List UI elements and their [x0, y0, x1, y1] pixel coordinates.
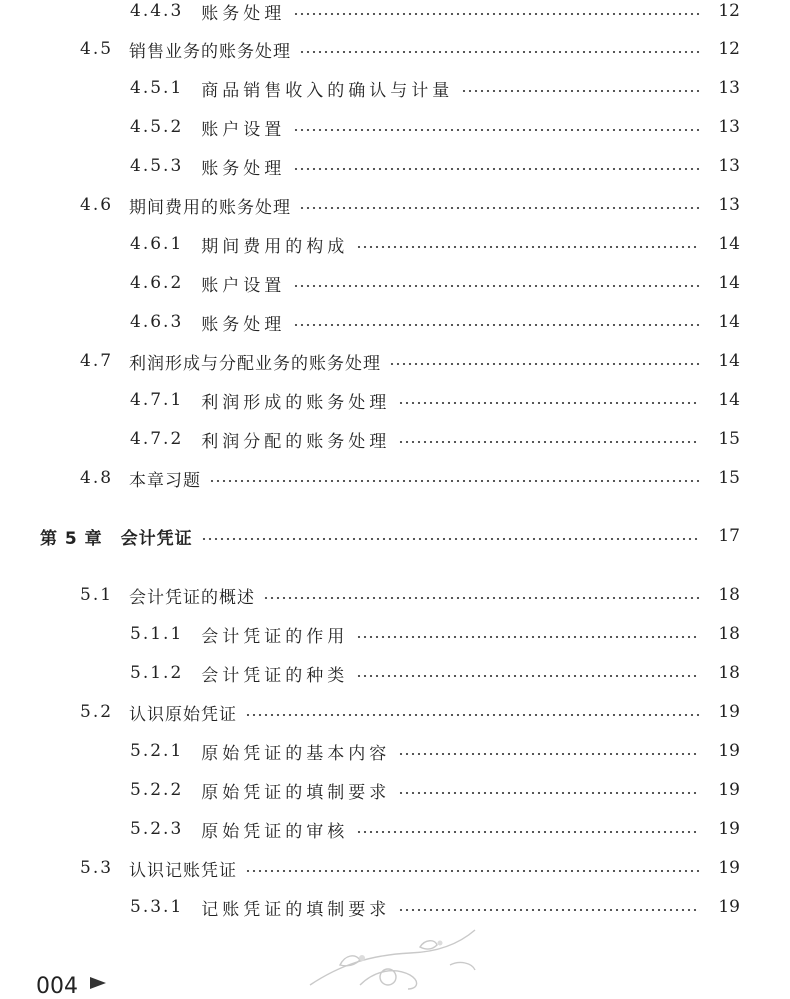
toc-entry[interactable]	[130, 307, 740, 337]
entry-number: 5.2.1	[130, 741, 184, 761]
entry-title: 账务处理	[201, 3, 286, 24]
entry-number: 4.6.2	[130, 273, 184, 293]
toc-entry[interactable]	[80, 463, 740, 493]
entry-page: 14	[718, 273, 740, 293]
entry-number: 4.6.1	[130, 234, 184, 254]
toc-entry[interactable]	[130, 775, 740, 805]
entry-page: 13	[718, 156, 740, 176]
entry-page: 13	[718, 195, 740, 215]
dot-leader	[398, 441, 700, 443]
entry-page: 14	[718, 390, 740, 410]
entry-page: 12	[718, 39, 740, 59]
entry-title: 利润形成的账务处理	[201, 392, 391, 413]
entry-number: 5.1.1	[130, 624, 184, 644]
dot-leader	[398, 909, 700, 911]
toc-entry[interactable]	[130, 814, 740, 844]
dot-leader	[398, 753, 700, 755]
entry-number: 4.6	[80, 195, 114, 215]
entry-title: 原始凭证的填制要求	[201, 782, 391, 803]
dot-leader	[356, 636, 700, 638]
toc-entry[interactable]	[130, 0, 740, 26]
entry-title: 认识记账凭证	[129, 860, 238, 881]
dot-leader	[461, 90, 700, 92]
dot-leader	[299, 207, 700, 209]
entry-page: 18	[718, 663, 740, 683]
entry-number: 5.2.2	[130, 780, 184, 800]
dot-leader	[398, 402, 700, 404]
dot-leader	[293, 129, 700, 131]
entry-title: 原始凭证的基本内容	[201, 743, 391, 764]
entry-number: 5.3.1	[130, 897, 184, 917]
entry-title: 利润形成与分配业务的账务处理	[129, 353, 382, 374]
entry-number: 4.5.2	[130, 117, 184, 137]
entry-title: 利润分配的账务处理	[201, 431, 391, 452]
dot-leader	[389, 363, 700, 365]
entry-page: 14	[718, 351, 740, 371]
entry-page: 14	[718, 234, 740, 254]
entry-title: 账务处理	[201, 314, 286, 335]
entry-page: 14	[718, 312, 740, 332]
dot-leader	[263, 597, 700, 599]
entry-title: 商品销售收入的确认与计量	[201, 80, 454, 101]
dot-leader	[293, 324, 700, 326]
dot-leader	[209, 480, 700, 482]
entry-page: 15	[718, 429, 740, 449]
entry-page: 13	[718, 78, 740, 98]
entry-number: 4.7.1	[130, 390, 184, 410]
toc-entry[interactable]	[130, 151, 740, 181]
toc-entry[interactable]	[130, 73, 740, 103]
toc-entry[interactable]	[130, 424, 740, 454]
entry-page: 17	[718, 526, 740, 546]
entry-number: 4.5.3	[130, 156, 184, 176]
entry-page: 13	[718, 117, 740, 137]
dot-leader	[293, 168, 700, 170]
entry-number: 4.4.3	[130, 1, 184, 21]
entry-page: 19	[718, 780, 740, 800]
dot-leader	[356, 831, 700, 833]
triangle-right-icon	[88, 976, 108, 990]
entry-number: 5.1.2	[130, 663, 184, 683]
entry-title: 账务处理	[201, 158, 286, 179]
entry-title: 账户设置	[201, 119, 286, 140]
entry-title: 会计凭证的种类	[201, 665, 349, 686]
toc-entry[interactable]	[130, 736, 740, 766]
entry-title: 期间费用的账务处理	[129, 197, 292, 218]
toc-entry[interactable]	[130, 892, 740, 922]
entry-number: 5.2	[80, 702, 114, 722]
entry-title: 销售业务的账务处理	[129, 41, 292, 62]
entry-title: 期间费用的构成	[201, 236, 349, 257]
entry-number: 4.5	[80, 39, 114, 59]
entry-number: 4.8	[80, 468, 114, 488]
toc-entry[interactable]	[80, 34, 740, 64]
entry-title: 本章习题	[129, 470, 202, 491]
chapter-title: 会计凭证	[120, 528, 193, 549]
entry-number: 4.7	[80, 351, 114, 371]
toc-entry[interactable]	[130, 658, 740, 688]
entry-title: 原始凭证的审核	[201, 821, 349, 842]
toc-entry[interactable]	[130, 619, 740, 649]
entry-title: 会计凭证的概述	[129, 587, 256, 608]
entry-page: 15	[718, 468, 740, 488]
entry-page: 19	[718, 702, 740, 722]
entry-page: 18	[718, 624, 740, 644]
entry-number: 5.2.3	[130, 819, 184, 839]
dot-leader	[356, 675, 700, 677]
dot-leader	[299, 51, 700, 53]
entry-page: 19	[718, 897, 740, 917]
toc-entry[interactable]	[130, 229, 740, 259]
toc-entry[interactable]	[80, 580, 740, 610]
entry-page: 19	[718, 741, 740, 761]
entry-title: 记账凭证的填制要求	[201, 899, 391, 920]
toc-entry[interactable]	[130, 385, 740, 415]
toc-entry[interactable]	[80, 190, 740, 220]
entry-page: 18	[718, 585, 740, 605]
dot-leader	[245, 870, 700, 872]
entry-title: 会计凭证的作用	[201, 626, 349, 647]
entry-page: 19	[718, 858, 740, 878]
entry-number: 5.1	[80, 585, 114, 605]
entry-title: 账户设置	[201, 275, 286, 296]
floral-ornament-icon	[300, 925, 500, 990]
dot-leader	[293, 13, 700, 15]
dot-leader	[245, 714, 700, 716]
toc-entry[interactable]	[80, 697, 740, 727]
toc-entry[interactable]	[80, 853, 740, 883]
entry-page: 12	[718, 1, 740, 21]
dot-leader	[398, 792, 700, 794]
chapter-number: 第 5 章	[40, 528, 103, 549]
page-number: 004	[36, 974, 78, 999]
entry-number: 4.5.1	[130, 78, 184, 98]
entry-number: 4.6.3	[130, 312, 184, 332]
entry-number: 5.3	[80, 858, 114, 878]
toc-entry[interactable]	[80, 346, 740, 376]
dot-leader	[201, 538, 700, 540]
entry-number: 4.7.2	[130, 429, 184, 449]
toc-entry[interactable]	[130, 268, 740, 298]
toc-entry[interactable]	[130, 112, 740, 142]
dot-leader	[356, 246, 700, 248]
dot-leader	[293, 285, 700, 287]
toc-chapter-entry[interactable]	[40, 521, 740, 551]
entry-title: 认识原始凭证	[129, 704, 238, 725]
entry-page: 19	[718, 819, 740, 839]
